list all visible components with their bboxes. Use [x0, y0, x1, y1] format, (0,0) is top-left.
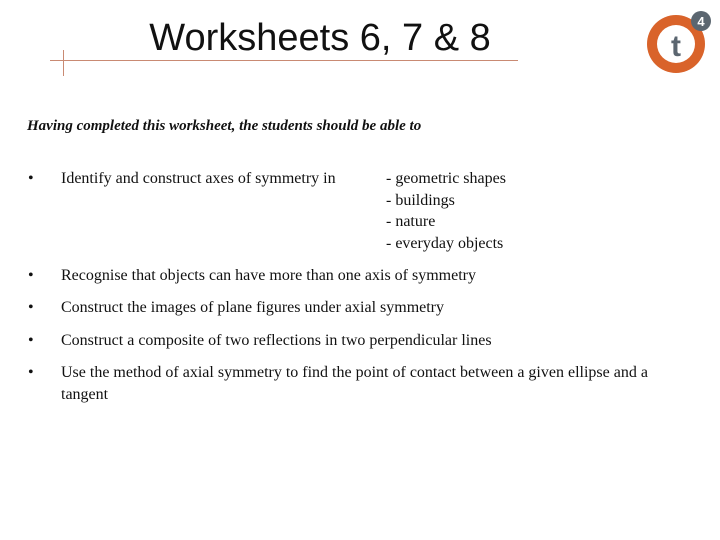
bullet-text: Identify and construct axes of symmetry in — [61, 170, 336, 187]
sublist-item: - buildings — [386, 191, 455, 209]
intro-heading: Having completed this worksheet, the students should be able to — [27, 118, 422, 134]
t4-logo — [640, 6, 714, 76]
title-underline — [50, 60, 518, 61]
sublist-item: - nature — [386, 213, 436, 230]
bullet-text: Construct the images of plane figures under axial symmetry — [61, 299, 445, 316]
sublist-item: - geometric shapes — [386, 170, 506, 187]
sublist-item: - everyday objects — [386, 234, 504, 252]
page-title: Worksheets 6, 7 & 8 — [149, 17, 491, 59]
bullet-icon: • — [28, 299, 34, 316]
bullet-text: Construct a composite of two reflections in two perpendicular lines — [61, 332, 492, 349]
bullet-icon: • — [28, 267, 34, 284]
logo-superscript: 4 — [697, 14, 705, 29]
title-corner-mark — [63, 50, 64, 76]
bullet-icon: • — [28, 364, 34, 381]
bullet-text: Recognise that objects can have more than one axis of symmetry — [61, 267, 476, 284]
bullet-icon: • — [28, 170, 34, 187]
bullet-text: Use the method of axial symmetry to find the point of contact between a given ellipse and a tangent — [61, 364, 648, 403]
sublist — [386, 168, 506, 254]
bullet-icon: • — [28, 332, 34, 349]
logo-letter: t — [671, 30, 681, 63]
